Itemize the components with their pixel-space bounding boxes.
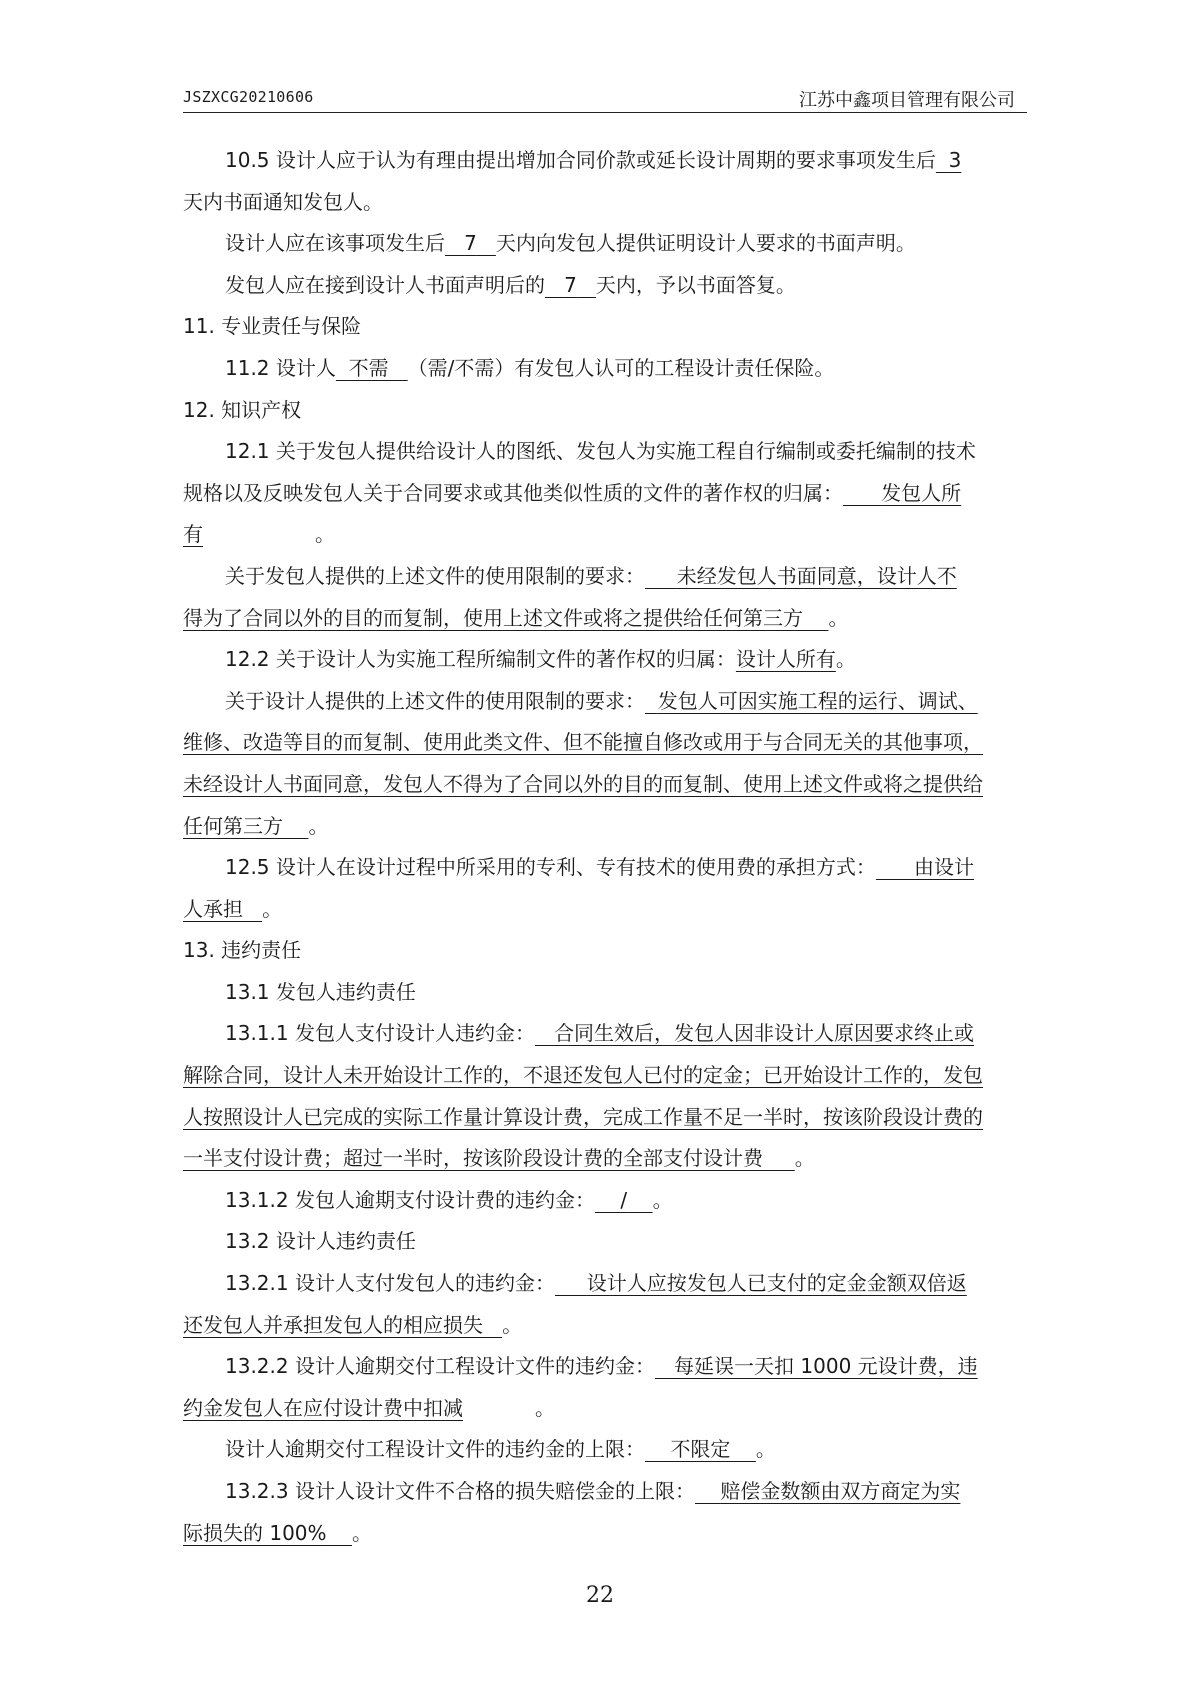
- clause-13-1-1-line-2: 解除合同，设计人未开始设计工作的，不退还发包人已付的定金；已开始设计工作的，发包: [183, 1063, 983, 1088]
- clause-12-1-restriction-line-1: 关于发包人提供的上述文件的使用限制的要求： 未经发包人书面同意，设计人不: [225, 563, 957, 588]
- clause-13-2-3-line-1: 13.2.3 设计人设计文件不合格的损失赔偿金的上限： 赔偿金数额由双方商定为实: [225, 1479, 961, 1503]
- clause-12-1-restriction-line-2: 得为了合同以外的目的而复制，使用上述文件或将之提供给任何第三方 。: [183, 605, 849, 630]
- clause-11-2: 11.2 设计人 不需 （需/不需）有发包人认可的工程设计责任保险。: [225, 355, 835, 380]
- blank-designer-restriction: 发包人可因实施工程的运行、调试、: [657, 688, 978, 713]
- blank-late-delivery-penalty: 每延误一天扣 1000 元设计费，违: [674, 1354, 978, 1379]
- clause-13-1-1-line-3: 人按照设计人已完成的实际工作量计算设计费，完成工作量不足一半时，按该阶段设计费的: [183, 1104, 983, 1129]
- blank-designer-penalty: 设计人应按发包人已支付的定金金额双倍返: [586, 1271, 967, 1296]
- page-number: 22: [586, 1583, 614, 1608]
- clause-13-2-heading: 13.2 设计人违约责任: [225, 1229, 416, 1254]
- section-13-heading: 13. 违约责任: [183, 938, 302, 963]
- document-body: [183, 140, 1027, 1554]
- blank-designer-copyright: 设计人所有: [735, 647, 836, 672]
- clause-13-2-1-line-1: 13.2.1 设计人支付发包人的违约金： 设计人应按发包人已支付的定金金额双倍返: [225, 1271, 967, 1296]
- clause-12-2: 12.2 关于设计人为实施工程所编制文件的著作权的归属：设计人所有。: [225, 647, 856, 672]
- clause-12-1-line-1: 12.1 关于发包人提供给设计人的图纸、发包人为实施工程自行编制或委托编制的技术: [225, 439, 976, 464]
- clause-13-2-2-line-2: 约金发包人在应付设计费中扣减 。: [183, 1395, 555, 1420]
- clause-12-2-restriction-line-1: 关于设计人提供的上述文件的使用限制的要求： 发包人可因实施工程的运行、调试、: [225, 688, 978, 713]
- page-header: [183, 84, 1027, 113]
- clause-10-5-line-3: 设计人应在该事项发生后 7 天内向发包人提供证明设计人要求的书面声明。: [225, 231, 916, 256]
- clause-13-1-1-line-4: 一半支付设计费；超过一半时，按该阶段设计费的全部支付设计费 。: [183, 1146, 815, 1171]
- clause-10-5-line-4: 发包人应在接到设计人书面声明后的 7 天内，予以书面答复。: [225, 272, 796, 297]
- clause-13-2-2-line-1: 13.2.2 设计人逾期交付工程设计文件的违约金： 每延误一天扣 1000 元设计费，违: [225, 1354, 978, 1379]
- document-code: JSZXCG20210606: [183, 88, 314, 106]
- clause-12-2-restriction-line-4: 任何第三方 。: [183, 813, 329, 838]
- clause-12-1-line-2: 规格以及反映发包人关于合同要求或其他类似性质的文件的著作权的归属： 发包人所: [183, 480, 962, 505]
- blank-late-payment-penalty: /: [620, 1187, 628, 1212]
- clause-12-5-line-1: 12.5 设计人在设计过程中所采用的专利、专有技术的使用费的承担方式： 由设计: [225, 855, 975, 880]
- clause-12-1-line-3: 有 。: [183, 522, 335, 547]
- blank-usage-restriction: 未经发包人书面同意，设计人不: [676, 563, 957, 588]
- clause-12-5-line-2: 人承担 。: [183, 896, 283, 921]
- blank-reply-days: 7: [564, 272, 577, 297]
- blank-insurance: 不需: [348, 355, 389, 380]
- blank-copyright-owner: 发包人所: [881, 480, 962, 505]
- clause-10-5-line-1: 10.5 设计人应于认为有理由提出增加合同价款或延长设计周期的要求事项发生后 3: [225, 148, 962, 172]
- section-12-heading: 12. 知识产权: [183, 397, 302, 422]
- company-name: 江苏中鑫项目管理有限公司: [799, 90, 1015, 111]
- clause-10-5-line-2: 天内书面通知发包人。: [183, 189, 383, 214]
- blank-patent-fee: 由设计: [914, 855, 975, 880]
- clause-13-1-1-line-1: 13.1.1 发包人支付设计人违约金： 合同生效后，发包人因非设计人原因要求终止或: [225, 1021, 975, 1046]
- clause-13-1-heading: 13.1 发包人违约责任: [225, 979, 416, 1004]
- blank-penalty-cap: 不限定: [670, 1437, 731, 1462]
- blank-statement-days: 7: [464, 231, 477, 256]
- clause-12-2-restriction-line-3: 未经设计人书面同意，发包人不得为了合同以外的目的而复制、使用上述文件或将之提供给: [183, 771, 983, 796]
- blank-employer-penalty: 合同生效后，发包人因非设计人原因要求终止或: [554, 1021, 975, 1046]
- section-11-heading: 11. 专业责任与保险: [183, 314, 362, 339]
- clause-13-2-2-cap: 设计人逾期交付工程设计文件的违约金的上限： 不限定 。: [225, 1437, 776, 1462]
- clause-12-2-restriction-line-2: 维修、改造等目的而复制、使用此类文件、但不能擅自修改或用于与合同无关的其他事项，: [183, 730, 983, 755]
- blank-compensation-cap: 赔偿金数额由双方商定为实: [720, 1479, 961, 1503]
- clause-13-2-1-line-2: 还发包人并承担发包人的相应损失 。: [183, 1312, 523, 1337]
- clause-13-1-2: 13.1.2 发包人逾期支付设计费的违约金： / 。: [225, 1187, 673, 1212]
- clause-13-2-3-line-2: 际损失的 100% 。: [183, 1520, 372, 1545]
- blank-notice-days: 3: [948, 148, 962, 172]
